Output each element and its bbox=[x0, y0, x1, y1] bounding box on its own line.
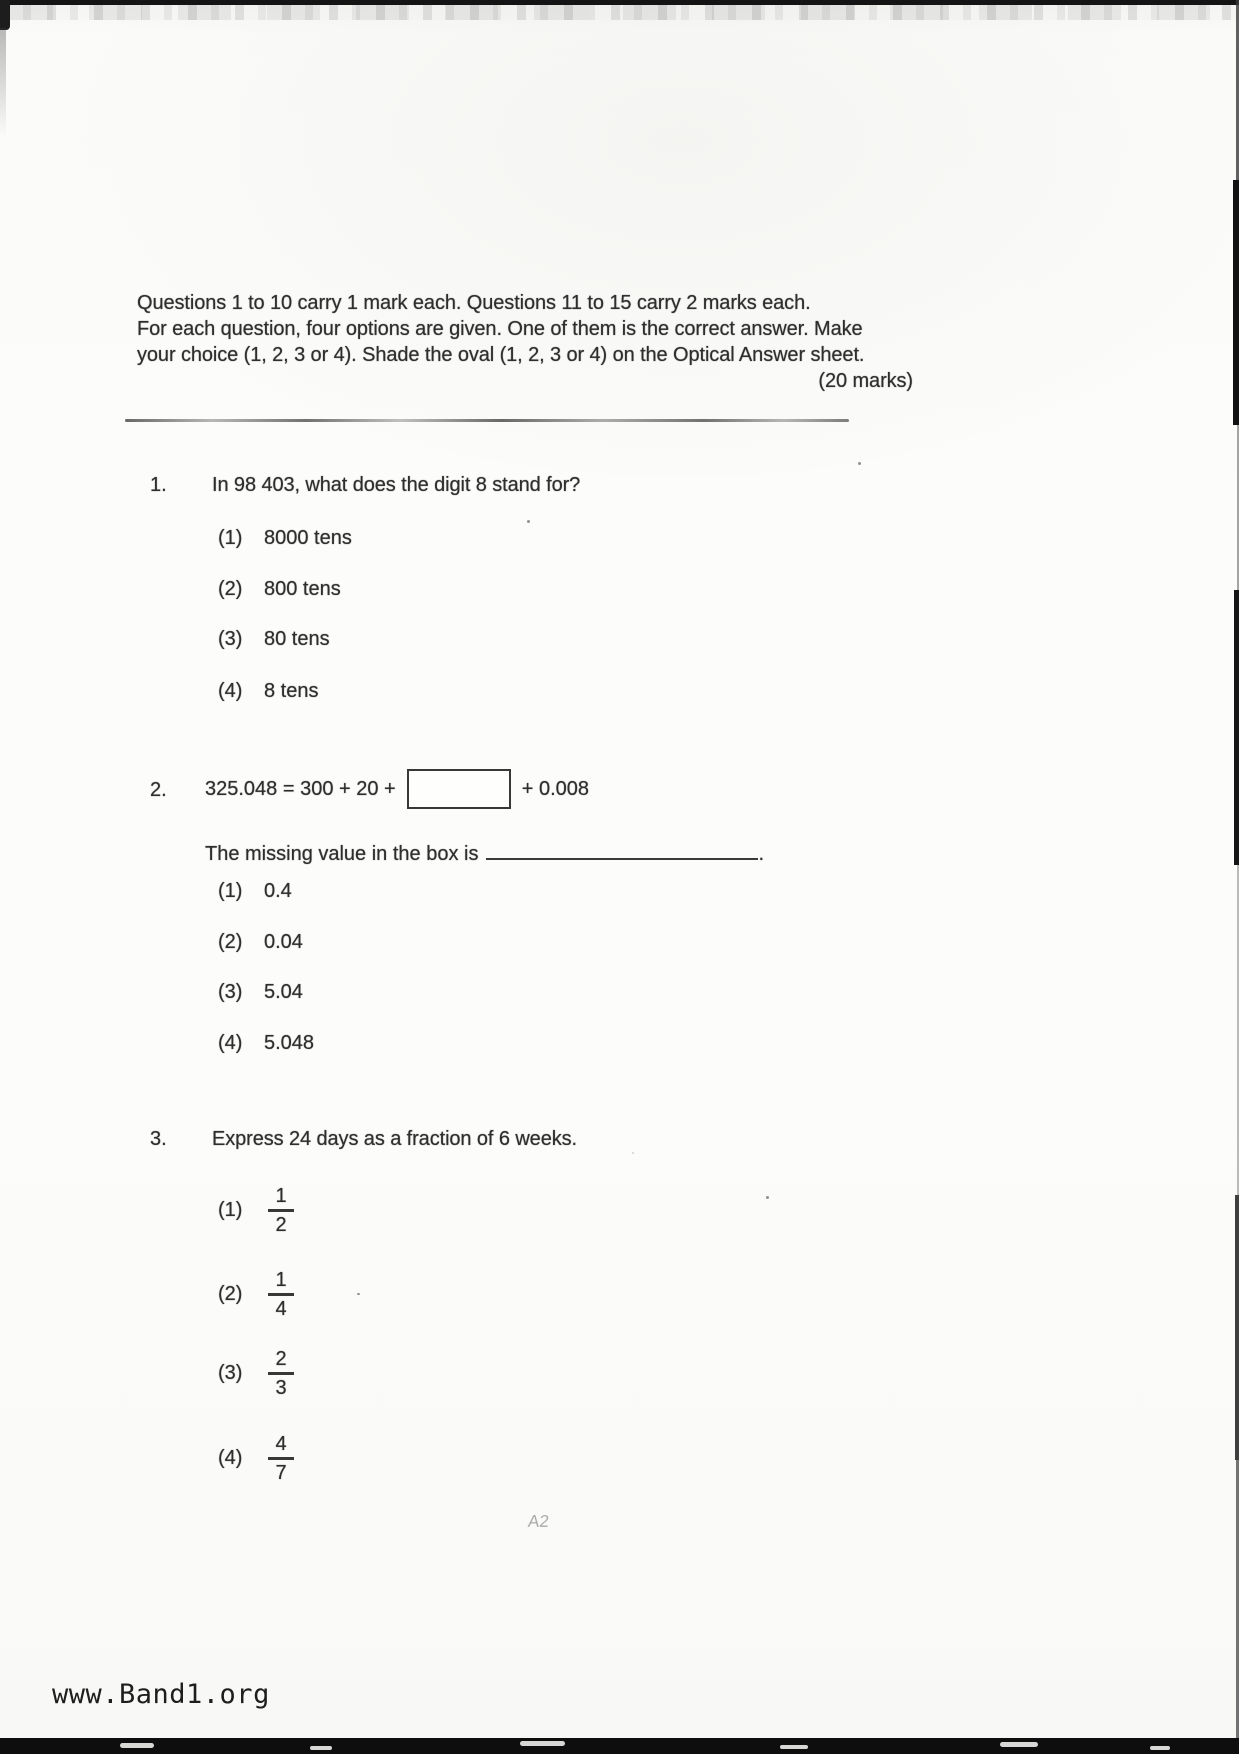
instructions-block bbox=[137, 290, 915, 394]
section-divider-line bbox=[125, 419, 849, 422]
fraction bbox=[268, 1184, 294, 1237]
fraction-denominator: 7 bbox=[275, 1461, 287, 1484]
subtext-label: The missing value in the box is bbox=[205, 843, 479, 865]
question-1-option-3 bbox=[218, 628, 330, 651]
scan-speck bbox=[1000, 1742, 1038, 1747]
question-1-option-1 bbox=[218, 527, 352, 550]
scan-speck bbox=[310, 1746, 332, 1750]
equation-suffix: + 0.008 bbox=[521, 777, 590, 800]
scan-right-border-segment bbox=[1233, 180, 1239, 425]
scan-dust-dot bbox=[632, 1152, 634, 1154]
fraction bbox=[268, 1432, 294, 1485]
instructions-line-1: Questions 1 to 10 carry 1 mark each. Questions 11 to 15 carry 2 marks each. bbox=[137, 292, 811, 314]
question-3-text: Express 24 days as a fraction of 6 weeks. bbox=[212, 1128, 577, 1150]
scan-right-border-segment bbox=[1235, 1195, 1239, 1460]
watermark-url: www.Band1.org bbox=[52, 1679, 270, 1710]
option-key: (4) bbox=[218, 1446, 243, 1469]
option-key: (4) bbox=[218, 680, 243, 702]
option-label: 5.04 bbox=[264, 981, 303, 1003]
fraction-bar bbox=[268, 1457, 294, 1460]
scan-dust-dot bbox=[858, 462, 861, 465]
total-marks: (20 marks) bbox=[818, 370, 913, 392]
scan-dust-dot bbox=[527, 520, 530, 523]
scan-corner-mark bbox=[0, 0, 10, 30]
option-key: (2) bbox=[218, 931, 243, 953]
scan-top-noise-band bbox=[0, 5, 1239, 20]
option-label: 8 tens bbox=[264, 680, 319, 702]
scan-right-border-segment bbox=[1234, 590, 1239, 865]
missing-value-box bbox=[407, 769, 511, 809]
fraction-numerator: 1 bbox=[275, 1185, 287, 1207]
scan-speck bbox=[520, 1741, 565, 1746]
question-2-option-1 bbox=[218, 880, 292, 903]
question-1-option-4 bbox=[218, 680, 318, 703]
fraction-denominator: 2 bbox=[275, 1213, 287, 1236]
option-label: 0.4 bbox=[264, 880, 292, 902]
scan-speck bbox=[1150, 1746, 1170, 1750]
answer-blank-line bbox=[486, 838, 758, 860]
scan-dust-dot bbox=[357, 1293, 360, 1295]
instructions-line-3: your choice (1, 2, 3 or 4). Shade the oval (1, 2, 3 or 4) on the Optical Answer sheet. bbox=[137, 344, 865, 366]
question-1-option-2 bbox=[218, 578, 341, 601]
page-marker: A2 bbox=[527, 1512, 550, 1531]
option-label: 80 tens bbox=[264, 628, 330, 650]
question-2-option-2 bbox=[218, 931, 303, 954]
fraction-numerator: 2 bbox=[275, 1348, 287, 1370]
question-2-equation bbox=[205, 763, 589, 815]
question-3-option-1 bbox=[218, 1184, 294, 1237]
fraction bbox=[268, 1268, 294, 1321]
fraction-bar bbox=[268, 1209, 294, 1212]
question-2-number: 2. bbox=[150, 779, 167, 801]
instructions-line-2: For each question, four options are given. One of them is the correct answer. Make bbox=[137, 318, 863, 340]
option-key: (4) bbox=[218, 1032, 243, 1054]
equation-prefix: 325.048 = 300 + 20 + bbox=[205, 777, 396, 800]
option-key: (1) bbox=[218, 527, 243, 549]
question-1-text: In 98 403, what does the digit 8 stand for? bbox=[212, 474, 581, 496]
fraction-bar bbox=[268, 1293, 294, 1296]
question-3-option-3 bbox=[218, 1347, 294, 1400]
option-key: (2) bbox=[218, 1282, 243, 1305]
option-key: (2) bbox=[218, 578, 243, 600]
option-label: 8000 tens bbox=[264, 527, 352, 549]
subtext-period: . bbox=[758, 843, 765, 865]
question-1-number: 1. bbox=[150, 474, 167, 496]
scan-bottom-border bbox=[0, 1738, 1239, 1754]
option-label: 0.04 bbox=[264, 931, 303, 953]
fraction-bar bbox=[268, 1372, 294, 1375]
option-key: (1) bbox=[218, 880, 243, 902]
scan-speck bbox=[780, 1745, 808, 1749]
fraction-denominator: 3 bbox=[275, 1376, 287, 1399]
option-label: 5.048 bbox=[264, 1032, 315, 1054]
scan-left-smudge bbox=[0, 28, 6, 138]
question-3-option-2 bbox=[218, 1268, 294, 1321]
fraction-denominator: 4 bbox=[275, 1297, 287, 1320]
fraction-numerator: 1 bbox=[275, 1269, 287, 1291]
question-3-option-4 bbox=[218, 1432, 294, 1485]
option-key: (3) bbox=[218, 1361, 243, 1384]
question-3-number: 3. bbox=[150, 1128, 167, 1150]
fraction bbox=[268, 1347, 294, 1400]
option-label: 800 tens bbox=[264, 578, 341, 600]
option-key: (3) bbox=[218, 628, 243, 650]
option-key: (1) bbox=[218, 1198, 243, 1221]
fraction-numerator: 4 bbox=[275, 1433, 287, 1455]
option-key: (3) bbox=[218, 981, 243, 1003]
question-2-subtext bbox=[205, 838, 764, 866]
scan-speck bbox=[120, 1743, 154, 1748]
question-2-option-3 bbox=[218, 981, 303, 1004]
scan-dust-dot bbox=[766, 1196, 769, 1199]
question-2-option-4 bbox=[218, 1032, 314, 1055]
